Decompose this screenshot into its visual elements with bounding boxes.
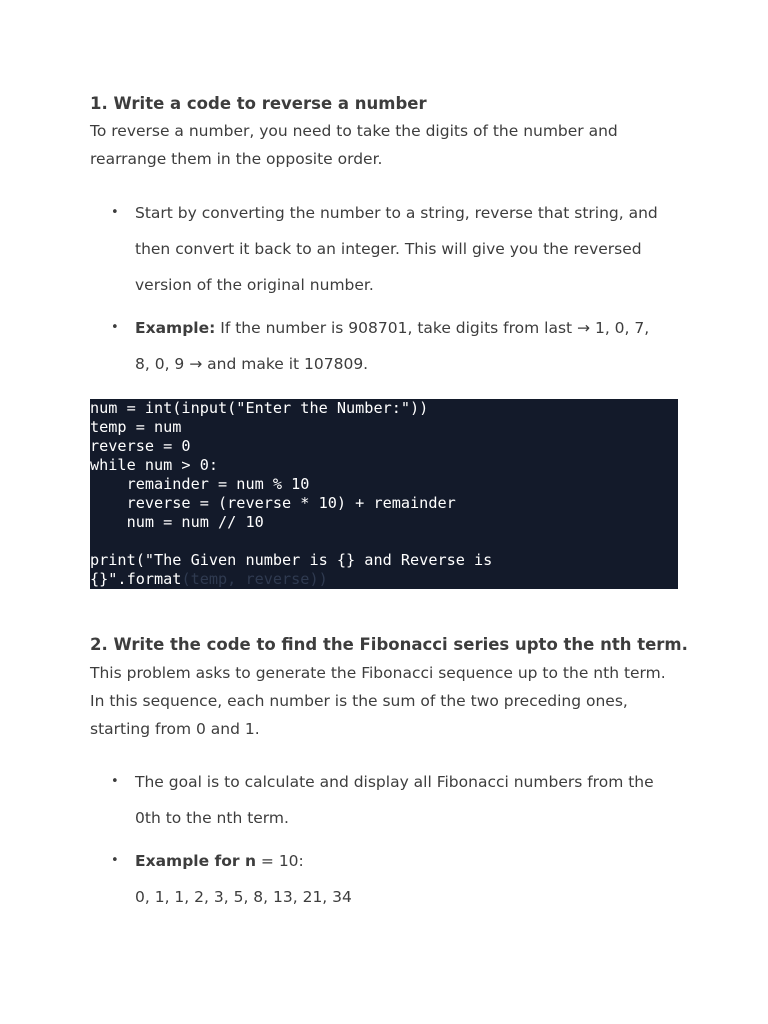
bullet-text: The goal is to calculate and display all Fibonacci numbers from the 0th to the nth term. <box>135 773 654 827</box>
list-item <box>90 764 678 836</box>
bullet-text <box>135 310 665 382</box>
code-line: {}".format <box>90 570 182 588</box>
example-label: Example for n <box>135 852 256 870</box>
bullet-icon: • <box>111 853 119 868</box>
section-intro-fibonacci: This problem asks to generate the Fibonacci sequence up to the nth term. In this sequence, each number is the sum of the two preceding ones, starting from 0 and 1. <box>90 664 666 738</box>
code-line: remainder = num % 10 <box>90 475 310 493</box>
fibonacci-series-output: 0, 1, 1, 2, 3, 5, 8, 13, 21, 34 <box>135 888 352 906</box>
code-block <box>90 399 678 589</box>
code-text <box>90 399 678 589</box>
section-intro-reverse-number: To reverse a number, you need to take the digits of the number and rearrange them in the opposite order. <box>90 122 618 168</box>
code-line: temp = num <box>90 418 182 436</box>
code-faded-tail: (temp, reverse)) <box>181 570 328 588</box>
bullet-icon: • <box>111 320 119 335</box>
code-line: num = int(input("Enter the Number:")) <box>90 399 429 417</box>
example-text: If the number is 908701, take digits from last → 1, 0, 7, 8, 0, 9 → and make it 107809. <box>135 319 650 373</box>
example-text: = 10: <box>255 852 304 870</box>
section-title-reverse-number: 1. Write a code to reverse a number <box>90 94 427 113</box>
list-item <box>90 195 678 303</box>
code-line: while num > 0: <box>90 456 219 474</box>
code-line: num = num // 10 <box>90 513 264 531</box>
list-item <box>90 843 678 879</box>
code-line: print("The Given number is {} and Reverse is <box>90 551 493 569</box>
code-line: reverse = (reverse * 10) + remainder <box>90 494 456 512</box>
code-line: reverse = 0 <box>90 437 191 455</box>
list-item <box>90 310 678 382</box>
bullet-text: Start by converting the number to a string, reverse that string, and then convert it back to an integer. This will give you the reversed version of the original number. <box>135 204 658 294</box>
bullet-icon: • <box>111 774 119 789</box>
bullet-icon: • <box>111 205 119 220</box>
section-title-fibonacci: 2. Write the code to find the Fibonacci series upto the nth term. <box>90 635 688 654</box>
example-label: Example: <box>135 319 216 337</box>
bullet-text <box>135 843 665 879</box>
